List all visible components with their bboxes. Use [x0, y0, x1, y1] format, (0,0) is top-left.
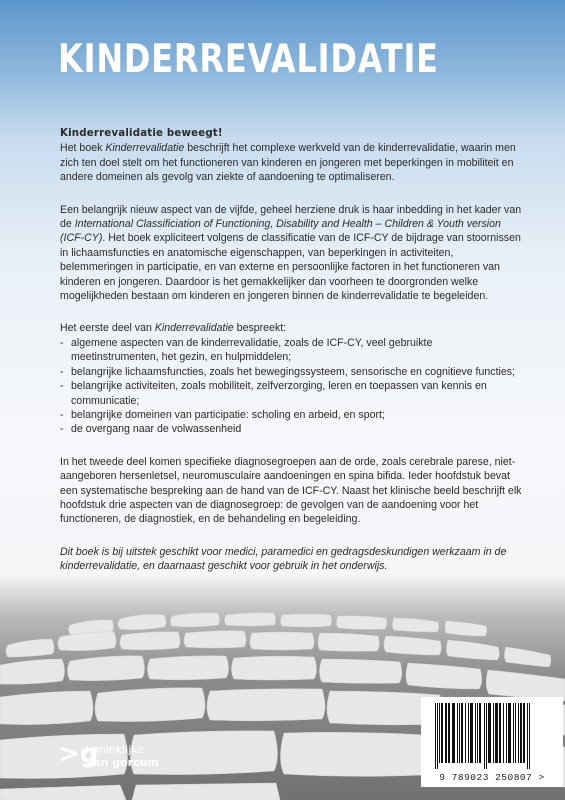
audience-text: Dit boek is bij uitstek geschikt voor medici, paramedici en gedragsdeskundigen werkzaam in de kinderrevalidatie, en daarnaast geschikt voor gebruik in het onderwijs. [60, 545, 507, 573]
part-one-intro [60, 321, 522, 335]
list-item: - belangrijke activiteiten, zoals mobiliteit, zelfverzorging, leren en toepassen van kennis en communicatie; [60, 379, 522, 408]
intro-book-title: Kinderrevalidatie [105, 142, 185, 155]
blurb-heading: Kinderrevalidatie beweegt! [60, 128, 223, 139]
list-item: - de overgang naar de volwassenheid [60, 422, 522, 436]
intro-text-a: Het boek [60, 142, 106, 155]
blurb [60, 127, 522, 592]
new-edition-text-a: Een belangrijk nieuw aspect van de vijfde, geheel herziene druk is haar inbedding in het kader van de [60, 203, 522, 231]
list-item: - belangrijke domeinen van participatie: scholing en arbeid, en sport; [60, 408, 522, 422]
publisher-name-line1: koninklijke [86, 743, 144, 756]
isbn-number: 9 789023 250807 > [439, 772, 545, 783]
intro-text-b: beschrijft het complexe werkveld van de kinderrevalidatie, waarin men zich ten doel stelt om het functioneren van kinderen en jongeren met beperkingen in mobiliteit en andere domeinen als gevolg van ziekte of aandoening te optimaliseren. [60, 142, 516, 184]
list-item: - belangrijke lichaamsfuncties, zoals het bewegingssysteem, sensorische en cognitieve functies; [60, 365, 522, 379]
audience-paragraph [60, 545, 522, 574]
cover-title: KINDERREVALIDATIE [58, 37, 439, 82]
isbn-barcode [421, 697, 563, 787]
part-two-paragraph: In het tweede deel komen specifieke diagnosegroepen aan de orde, zoals cerebrale parese, niet-aangeboren hersenletsel, neuromusculaire aandoeningen en spina bifida. Ieder hoofdstuk bevat een systematische bespreking aan de hand van de ICF-CY. Naast het klinische beeld beschrijft elk hoofdstuk drie aspecten van de diagnosegroep: de gevolgen van de aandoening voor het functioneren, de diagnostiek, en de behandeling en begeleiding. [60, 455, 522, 526]
intro-paragraph [60, 141, 522, 184]
publisher-name-line2: van gorcum [86, 756, 159, 769]
publisher-mark-icon: >g [58, 739, 99, 769]
part-one-list [60, 336, 522, 437]
list-item: - algemene aspecten van de kinderrevalidatie, zoals de ICF-CY, veel gebruikte meetinstrumenten, het gezin, en hulpmiddelen; [60, 336, 522, 365]
new-edition-paragraph [60, 203, 522, 304]
part-one-text-a: Het eerste deel van [60, 322, 155, 335]
new-edition-text-b: . Het boek expliciteert volgens de classificatie van de ICF-CY de bijdrage van stoornissen in lichaamsfuncties en anatomische eigenschappen, van beperkingen in activiteiten, belemmeringen in participatie, en van externe en persoonlijke factoren in het functioneren van kinderen en jongeren. Daardoor is het gemakkelijker dan voorheen te doorgronden welke mogelijkheden bestaan om kinderen en jongeren binnen de kinderrevalidatie te begeleiden. [60, 232, 521, 303]
icf-cy-title: International Classificiation of Functioning, Disability and Health – Children & Youth version (ICF-CY) [60, 218, 501, 245]
part-one-text-b: bespreekt: [233, 322, 287, 335]
barcode-bars [427, 703, 557, 769]
publisher-logo [58, 739, 159, 769]
part-one-book-title: Kinderrevalidatie [154, 322, 234, 335]
